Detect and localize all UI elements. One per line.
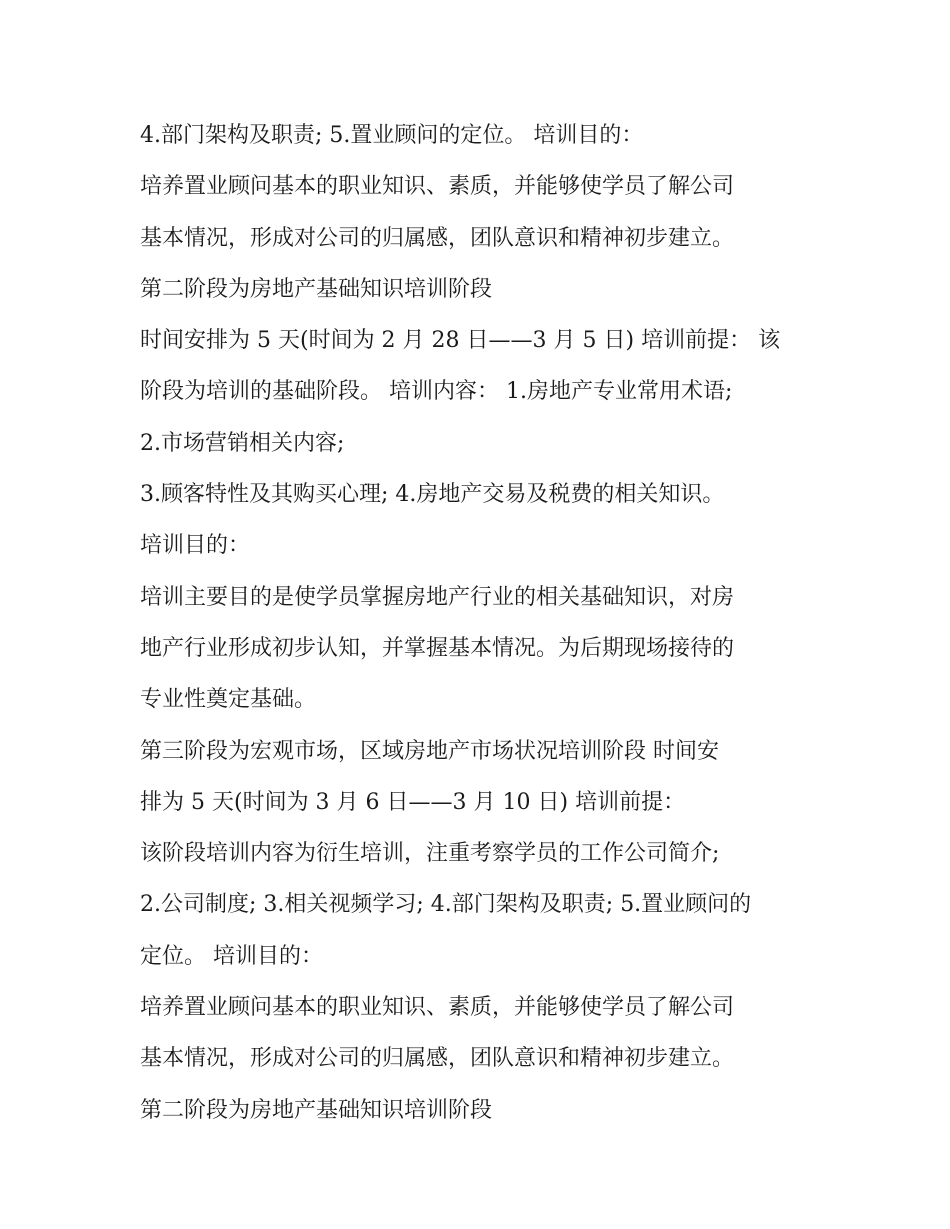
text-line: 定位。 培训目的：	[140, 943, 323, 969]
text-line: 2.市场营销相关内容;	[140, 430, 345, 456]
section-heading: 第二阶段为房地产基础知识培训阶段	[140, 276, 493, 302]
text-line: 基本情况，形成对公司的归属感，团队意识和精神初步建立。	[140, 225, 735, 251]
text-line: 该阶段培训内容为衍生培训，注重考察学员的工作公司简介;	[140, 841, 720, 867]
text-line: 专业性奠定基础。	[140, 687, 317, 713]
text-line: 培养置业顾问基本的职业知识、素质，并能够使学员了解公司	[140, 995, 735, 1021]
text-line: 2.公司制度; 3.相关视频学习; 4.部门架构及职责; 5.置业顾问的	[140, 892, 752, 918]
section-heading: 第三阶段为宏观市场，区域房地产市场状况培训阶段 时间安	[140, 738, 719, 764]
document-body	[140, 110, 830, 1136]
section-heading: 第二阶段为房地产基础知识培训阶段	[140, 1097, 493, 1123]
text-line: 基本情况，形成对公司的归属感，团队意识和精神初步建立。	[140, 1046, 735, 1072]
text-line: 3.顾客特性及其购买心理; 4.房地产交易及税费的相关知识。	[140, 482, 725, 508]
text-line: 培养置业顾问基本的职业知识、素质，并能够使学员了解公司	[140, 174, 735, 200]
text-line: 培训主要目的是使学员掌握房地产行业的相关基础知识，对房	[140, 584, 735, 610]
text-line: 阶段为培训的基础阶段。 培训内容： 1.房地产专业常用术语;	[140, 379, 733, 405]
text-line: 排为 5 天(时间为 3 月 6 日——3 月 10 日) 培训前提：	[140, 789, 686, 815]
text-line: 时间安排为 5 天(时间为 2 月 28 日——3 月 5 日) 培训前提： 该	[140, 328, 781, 354]
text-line: 地产行业形成初步认知，并掌握基本情况。为后期现场接待的	[140, 635, 735, 661]
text-line: 4.部门架构及职责; 5.置业顾问的定位。 培训目的：	[140, 123, 644, 148]
text-line: 培训目的：	[140, 533, 251, 559]
